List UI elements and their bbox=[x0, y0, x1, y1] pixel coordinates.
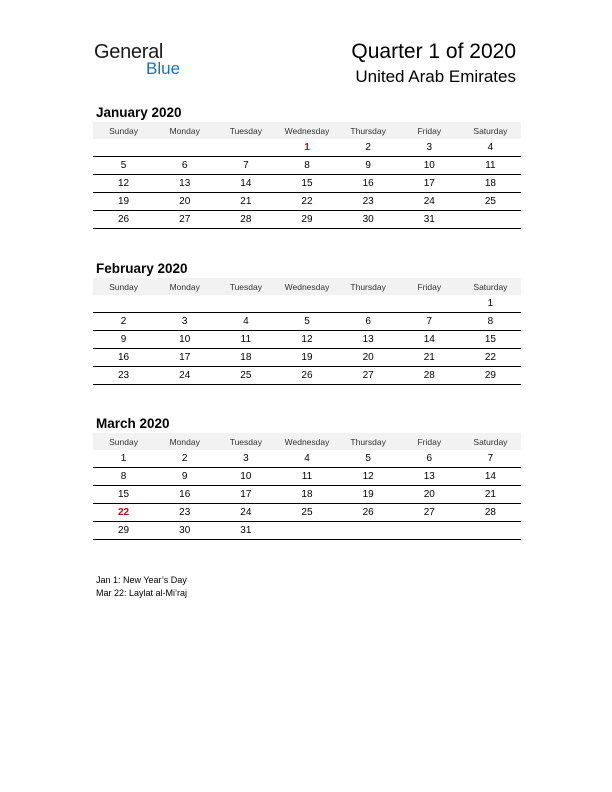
day-cell: 29 bbox=[93, 522, 154, 540]
weekday-header: Tuesday bbox=[215, 278, 276, 295]
day-cell: 27 bbox=[399, 504, 460, 522]
weekday-header: Thursday bbox=[338, 278, 399, 295]
day-cell: 23 bbox=[93, 367, 154, 385]
month-title: March 2020 bbox=[96, 416, 170, 431]
empty-day-cell bbox=[276, 295, 337, 313]
month-title: January 2020 bbox=[96, 105, 182, 120]
day-cell: 20 bbox=[154, 193, 215, 211]
day-cell: 7 bbox=[215, 157, 276, 175]
holiday-note: Jan 1: New Year’s Day bbox=[96, 575, 187, 585]
month-title: February 2020 bbox=[96, 261, 188, 276]
empty-day-cell bbox=[215, 139, 276, 157]
day-cell: 6 bbox=[154, 157, 215, 175]
day-cell: 21 bbox=[215, 193, 276, 211]
weekday-header: Saturday bbox=[460, 433, 521, 450]
day-cell: 31 bbox=[399, 211, 460, 229]
weekday-header: Tuesday bbox=[215, 433, 276, 450]
day-cell: 23 bbox=[154, 504, 215, 522]
day-cell: 8 bbox=[460, 313, 521, 331]
day-cell: 13 bbox=[399, 468, 460, 486]
day-cell: 18 bbox=[215, 349, 276, 367]
day-cell: 17 bbox=[399, 175, 460, 193]
empty-day-cell bbox=[154, 139, 215, 157]
day-cell: 21 bbox=[399, 349, 460, 367]
day-cell: 11 bbox=[460, 157, 521, 175]
weekday-header-row bbox=[93, 433, 521, 450]
logo-word-general: General bbox=[94, 41, 164, 63]
week-row bbox=[93, 486, 521, 504]
week-row bbox=[93, 193, 521, 211]
weekday-header: Tuesday bbox=[215, 122, 276, 139]
page-title: Quarter 1 of 2020 bbox=[351, 40, 516, 63]
empty-day-cell bbox=[399, 295, 460, 313]
weekday-header: Saturday bbox=[460, 278, 521, 295]
day-cell: 22 bbox=[276, 193, 337, 211]
day-cell: 14 bbox=[460, 468, 521, 486]
day-cell: 25 bbox=[460, 193, 521, 211]
day-cell: 5 bbox=[276, 313, 337, 331]
holiday-notes bbox=[96, 574, 187, 600]
day-cell: 9 bbox=[93, 331, 154, 349]
day-cell: 18 bbox=[460, 175, 521, 193]
day-cell: 12 bbox=[276, 331, 337, 349]
day-cell: 1 bbox=[460, 295, 521, 313]
day-cell: 3 bbox=[154, 313, 215, 331]
day-cell: 28 bbox=[215, 211, 276, 229]
day-cell: 5 bbox=[338, 450, 399, 468]
day-cell: 7 bbox=[460, 450, 521, 468]
day-cell: 26 bbox=[93, 211, 154, 229]
weekday-header: Friday bbox=[399, 433, 460, 450]
weekday-header: Thursday bbox=[338, 122, 399, 139]
week-row bbox=[93, 295, 521, 313]
weekday-header: Wednesday bbox=[276, 122, 337, 139]
day-cell: 20 bbox=[338, 349, 399, 367]
weekday-header: Monday bbox=[154, 122, 215, 139]
day-cell: 6 bbox=[399, 450, 460, 468]
weekday-header: Monday bbox=[154, 278, 215, 295]
empty-day-cell bbox=[276, 522, 337, 540]
day-cell: 9 bbox=[338, 157, 399, 175]
week-row bbox=[93, 331, 521, 349]
page-subtitle: United Arab Emirates bbox=[355, 67, 516, 86]
week-row bbox=[93, 175, 521, 193]
day-cell: 14 bbox=[399, 331, 460, 349]
day-cell: 7 bbox=[399, 313, 460, 331]
weekday-header: Monday bbox=[154, 433, 215, 450]
day-cell: 10 bbox=[215, 468, 276, 486]
weekday-header: Sunday bbox=[93, 122, 154, 139]
day-cell: 8 bbox=[93, 468, 154, 486]
logo-word-blue: Blue bbox=[146, 59, 181, 78]
day-cell: 15 bbox=[93, 486, 154, 504]
day-cell: 2 bbox=[93, 313, 154, 331]
week-row bbox=[93, 313, 521, 331]
day-cell: 29 bbox=[276, 211, 337, 229]
day-cell: 22 bbox=[93, 504, 154, 522]
empty-day-cell bbox=[399, 522, 460, 540]
day-cell: 14 bbox=[215, 175, 276, 193]
day-cell: 27 bbox=[338, 367, 399, 385]
day-cell: 24 bbox=[399, 193, 460, 211]
day-cell: 29 bbox=[460, 367, 521, 385]
day-cell: 26 bbox=[338, 504, 399, 522]
day-cell: 30 bbox=[338, 211, 399, 229]
day-cell: 4 bbox=[276, 450, 337, 468]
week-row bbox=[93, 504, 521, 522]
week-row bbox=[93, 139, 521, 157]
logo bbox=[94, 41, 194, 77]
day-cell: 9 bbox=[154, 468, 215, 486]
weekday-header-row bbox=[93, 278, 521, 295]
day-cell: 1 bbox=[276, 139, 337, 157]
month-february bbox=[93, 259, 521, 385]
day-cell: 27 bbox=[154, 211, 215, 229]
day-cell: 4 bbox=[460, 139, 521, 157]
weekday-header: Wednesday bbox=[276, 433, 337, 450]
weekday-header: Saturday bbox=[460, 122, 521, 139]
day-cell: 28 bbox=[399, 367, 460, 385]
empty-day-cell bbox=[460, 211, 521, 229]
day-cell: 25 bbox=[276, 504, 337, 522]
empty-day-cell bbox=[215, 295, 276, 313]
weekday-header: Wednesday bbox=[276, 278, 337, 295]
month-january bbox=[93, 103, 521, 229]
day-cell: 17 bbox=[154, 349, 215, 367]
empty-day-cell bbox=[338, 522, 399, 540]
day-cell: 17 bbox=[215, 486, 276, 504]
day-cell: 12 bbox=[93, 175, 154, 193]
weekday-header: Thursday bbox=[338, 433, 399, 450]
day-cell: 19 bbox=[276, 349, 337, 367]
day-cell: 19 bbox=[93, 193, 154, 211]
week-row bbox=[93, 522, 521, 540]
day-cell: 21 bbox=[460, 486, 521, 504]
day-cell: 3 bbox=[215, 450, 276, 468]
day-cell: 18 bbox=[276, 486, 337, 504]
day-cell: 4 bbox=[215, 313, 276, 331]
day-cell: 12 bbox=[338, 468, 399, 486]
day-cell: 15 bbox=[460, 331, 521, 349]
day-cell: 26 bbox=[276, 367, 337, 385]
day-cell: 16 bbox=[154, 486, 215, 504]
calendar-table bbox=[93, 122, 521, 229]
day-cell: 11 bbox=[276, 468, 337, 486]
day-cell: 16 bbox=[93, 349, 154, 367]
day-cell: 15 bbox=[276, 175, 337, 193]
weekday-header: Friday bbox=[399, 122, 460, 139]
day-cell: 2 bbox=[338, 139, 399, 157]
week-row bbox=[93, 211, 521, 229]
weekday-header-row bbox=[93, 122, 521, 139]
day-cell: 13 bbox=[338, 331, 399, 349]
day-cell: 25 bbox=[215, 367, 276, 385]
weekday-header: Sunday bbox=[93, 433, 154, 450]
month-march bbox=[93, 414, 521, 540]
week-row bbox=[93, 450, 521, 468]
empty-day-cell bbox=[154, 295, 215, 313]
empty-day-cell bbox=[460, 522, 521, 540]
day-cell: 30 bbox=[154, 522, 215, 540]
week-row bbox=[93, 157, 521, 175]
day-cell: 16 bbox=[338, 175, 399, 193]
day-cell: 2 bbox=[154, 450, 215, 468]
empty-day-cell bbox=[93, 139, 154, 157]
day-cell: 8 bbox=[276, 157, 337, 175]
day-cell: 3 bbox=[399, 139, 460, 157]
day-cell: 23 bbox=[338, 193, 399, 211]
day-cell: 5 bbox=[93, 157, 154, 175]
day-cell: 28 bbox=[460, 504, 521, 522]
day-cell: 19 bbox=[338, 486, 399, 504]
empty-day-cell bbox=[93, 295, 154, 313]
calendar-table bbox=[93, 278, 521, 385]
week-row bbox=[93, 367, 521, 385]
day-cell: 13 bbox=[154, 175, 215, 193]
empty-day-cell bbox=[338, 295, 399, 313]
day-cell: 31 bbox=[215, 522, 276, 540]
day-cell: 24 bbox=[215, 504, 276, 522]
weekday-header: Friday bbox=[399, 278, 460, 295]
day-cell: 10 bbox=[154, 331, 215, 349]
day-cell: 20 bbox=[399, 486, 460, 504]
day-cell: 22 bbox=[460, 349, 521, 367]
day-cell: 11 bbox=[215, 331, 276, 349]
calendar-table bbox=[93, 433, 521, 540]
weekday-header: Sunday bbox=[93, 278, 154, 295]
week-row bbox=[93, 468, 521, 486]
day-cell: 1 bbox=[93, 450, 154, 468]
day-cell: 10 bbox=[399, 157, 460, 175]
day-cell: 6 bbox=[338, 313, 399, 331]
holiday-note: Mar 22: Laylat al-Mi’raj bbox=[96, 588, 188, 598]
week-row bbox=[93, 349, 521, 367]
day-cell: 24 bbox=[154, 367, 215, 385]
